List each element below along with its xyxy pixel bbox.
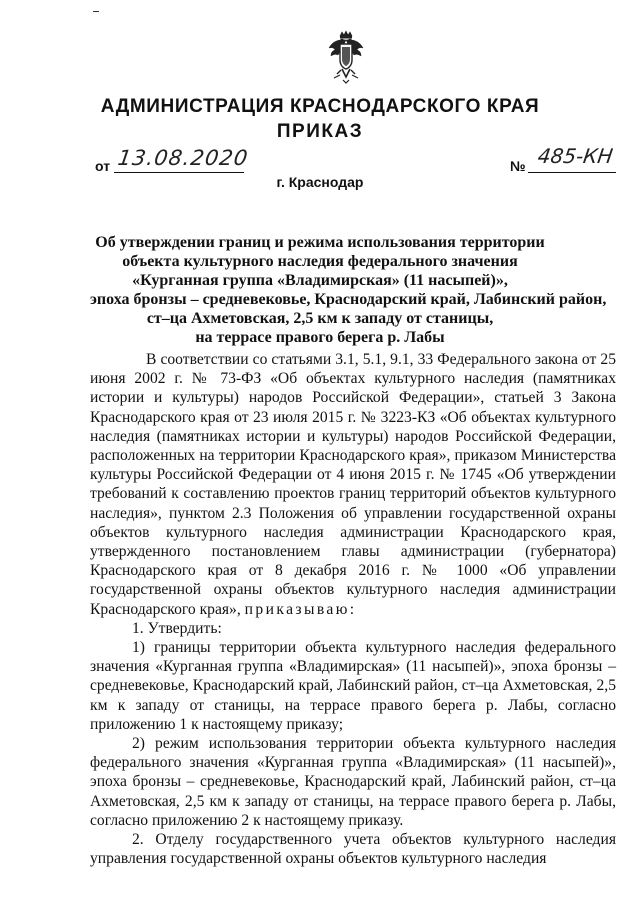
number-handwritten: 485-КН: [536, 144, 615, 168]
date-underline: [114, 172, 244, 173]
document-body: [90, 350, 616, 868]
heading-line: Об утверждении границ и режима использования территории: [95, 234, 545, 251]
preamble-text: В соответствии со статьями 3.1, 5.1, 9.1, 33 Федерального закона от 25 июня 2002 г. № 73-ФЗ «Об объектах культурного наследия (памятниках истории и культуры) народов Российской Федерации», статьей 3 Закона Краснодарского края от 23 июля 2015 г. № 3223-КЗ «Об объектах культурного наследия (памятниках истории и культуры) народов Российской Федерации, расположенных на территории Краснодарского края», приказом Министерства культуры Российской Федерации от 4 июня 2015 г. № 1745 «Об утверждении требований к составлению проектов границ территорий объектов культурного наследия», пунктом 2.3 Положения об управлении государственной охраны объектов культурного наследия администрации Краснодарского края, утвержденного постановлением главы администрации (губернатора) Краснодарского края от 8 декабря 2016 г. № 1000 «Об управлении государственной охраны объектов культурного наследия администрации Краснодарского края»,: [90, 351, 616, 618]
heading-line: эпоха бронзы – средневековье, Краснодарский край, Лабинский район,: [90, 291, 607, 308]
coat-of-arms-icon: [326, 30, 366, 84]
corner-mark: [93, 11, 99, 12]
preamble-paragraph: [90, 350, 616, 619]
item-1-1: 1) границы территории объекта культурного наследия федерального значения «Курганная группа «Владимирская» (11 насыпей)», эпоха бронзы – средневековье, Краснодарский край, Лабинский район, ст–ца Ахметовская, 2,5 км к западу от станицы, на террасе правого берега р. Лабы, согласно приложению 1 к настоящему приказу;: [90, 639, 616, 733]
organization-title: АДМИНИСТРАЦИЯ КРАСНОДАРСКОГО КРАЯ: [100, 96, 540, 117]
document-heading: [90, 233, 607, 347]
heading-line: на террасе правого берега р. Лабы: [195, 329, 445, 346]
item-2: 2. Отделу государственного учета объектов культурного наследия управления государственной охраны объектов культурного наследия: [90, 831, 616, 868]
date-handwritten: 13.08.2020: [116, 146, 250, 170]
heading-line: «Курганная группа «Владимирская» (11 насыпей)»,: [132, 272, 508, 289]
item-1: 1. Утвердить:: [132, 619, 222, 637]
city-line: г. Краснодар: [276, 174, 364, 190]
date-label: от: [95, 158, 111, 174]
order-phrase: приказываю:: [244, 600, 357, 618]
item-1-2: 2) режим использования территории объекта культурного наследия федерального значения «Курганная группа «Владимирская» (11 насыпей)», эпоха бронзы – средневековье, Краснодарский край, Лабинский район, ст–ца Ахметовская, 2,5 км к западу от станицы, на террасе правого берега р. Лабы, согласно приложению 2 к настоящему приказу.: [90, 735, 616, 829]
number-underline: [528, 172, 616, 173]
heading-line: объекта культурного наследия федерального значения: [122, 253, 518, 270]
number-label: №: [510, 158, 526, 174]
heading-line: ст–ца Ахметовская, 2,5 км к западу от станицы,: [146, 310, 494, 327]
document-type: ПРИКАЗ: [276, 121, 364, 142]
